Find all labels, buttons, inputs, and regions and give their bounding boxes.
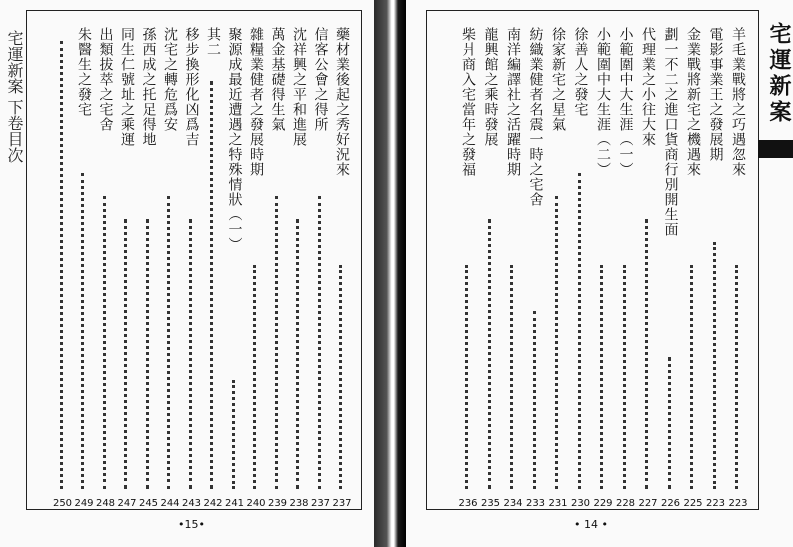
toc-entry-title: 羊毛業戰將之巧遇忽來 (730, 27, 746, 177)
toc-entry-page-number: 242 (203, 498, 223, 509)
toc-entry (660, 21, 682, 509)
left-page-number: •15• (178, 518, 205, 531)
toc-entry-page-number: 230 (570, 498, 591, 509)
toc-leader-dots (210, 81, 217, 489)
toc-entry (310, 21, 332, 509)
toc-entry (727, 21, 749, 509)
toc-entry-page-number: 228 (615, 498, 636, 509)
toc-leader-dots (600, 265, 607, 489)
toc-leader-dots (81, 173, 88, 489)
toc-entry-title: 移步換形化凶爲吉 (183, 27, 200, 147)
toc-entry (245, 21, 267, 509)
toc-leader-dots (339, 265, 346, 489)
toc-entry-title: 信客公會之得所 (312, 27, 329, 132)
toc-leader-dots (103, 196, 110, 489)
toc-entry-title: 電影事業王之發展期 (707, 27, 724, 162)
toc-entry-page-number: 247 (117, 498, 137, 509)
toc-entry-page-number: 241 (224, 498, 245, 509)
toc-entry (181, 21, 203, 509)
toc-leader-dots (735, 265, 742, 489)
toc-entry-title: 同生仁號址之乘運 (119, 27, 135, 147)
toc-entry (592, 21, 614, 509)
toc-entry-page-number: 244 (160, 498, 180, 509)
toc-leader-dots (690, 265, 697, 489)
toc-entry (457, 21, 479, 509)
toc-entry (331, 21, 353, 509)
toc-entry (682, 21, 704, 509)
toc-entry (95, 21, 117, 509)
toc-leader-dots (232, 380, 239, 489)
toc-entry-title: 劃一不二之進口貨商行別開生面 (662, 27, 679, 237)
toc-leader-dots (533, 311, 540, 489)
toc-entry (267, 21, 289, 509)
toc-entry-title: 雜糧業健者之發展時期 (248, 27, 264, 177)
left-page (0, 0, 374, 547)
toc-entry-title: 代理業之小往大來 (640, 27, 656, 147)
toc-entry-title: 沈宅之轉危爲安 (162, 27, 178, 132)
toc-entry-title: 龍興館之乘時發展 (482, 27, 499, 147)
toc-leader-dots (623, 265, 630, 489)
toc-entry-page-number: 238 (289, 498, 309, 509)
toc-entry-page-number: 239 (267, 498, 288, 509)
right-header-title: 宅運新案 (766, 22, 792, 126)
toc-entry-page-number: 223 (705, 498, 726, 509)
toc-leader-dots (555, 196, 562, 489)
toc-leader-dots (713, 242, 720, 489)
right-page (406, 0, 793, 547)
toc-leader-dots (645, 219, 652, 489)
toc-leader-dots (296, 219, 303, 489)
toc-entry-title: 小範圍中大生涯（二） (595, 27, 611, 177)
toc-entry (288, 21, 310, 509)
toc-entry-page-number: 225 (683, 498, 703, 509)
toc-entry-title: 沈祥興之平和進展 (291, 27, 307, 147)
toc-entry (615, 21, 637, 509)
toc-entry-title: 萬金基礎得生氣 (269, 27, 286, 132)
toc-entry (547, 21, 569, 509)
toc-entry-page-number: 234 (503, 498, 523, 509)
toc-entry-title: 朱醫生之發宅 (76, 27, 92, 117)
toc-entry-title: 徐家新宅之星氣 (550, 27, 566, 132)
book-spine (374, 0, 406, 547)
toc-leader-dots (146, 219, 153, 489)
left-edge-running-head (0, 10, 24, 510)
toc-leader-dots (253, 265, 260, 489)
toc-entry-title: 徐善人之發宅 (572, 27, 589, 117)
toc-entry (570, 21, 592, 509)
toc-entry-page-number: 240 (246, 498, 266, 509)
toc-entry-title: 南洋編譯社之活躍時期 (505, 27, 521, 177)
left-contents-frame (26, 10, 362, 510)
toc-entry (480, 21, 502, 509)
toc-entry-page-number: 233 (525, 498, 546, 509)
toc-entry-page-number: 226 (660, 498, 681, 509)
toc-entry-title: 小範圍中大生涯（一） (617, 27, 634, 177)
toc-entry (224, 21, 246, 509)
toc-entry (73, 21, 95, 509)
toc-leader-dots (275, 196, 282, 489)
toc-leader-dots (318, 196, 325, 489)
toc-leader-dots (124, 219, 131, 489)
right-page-number: • 14 • (574, 518, 608, 531)
toc-entry-page-number: 229 (593, 498, 613, 509)
toc-entry (138, 21, 160, 509)
toc-entry-title: 柴爿商入宅當年之發福 (460, 27, 476, 177)
toc-entry (52, 21, 74, 509)
toc-entry-title: 出類拔萃之宅舍 (97, 27, 114, 132)
toc-entry-title: 紡織業健者名震一時之宅舍 (527, 27, 544, 207)
toc-leader-dots (60, 41, 67, 489)
toc-entry-page-number: 227 (638, 498, 658, 509)
toc-entry-title: 孫西成之托足得地 (140, 27, 157, 147)
toc-entry-title: 其二 (205, 27, 221, 57)
toc-entry-page-number: 235 (480, 498, 501, 509)
left-edge-text: 宅運新案 下卷目次 (5, 30, 24, 164)
toc-entry-page-number: 237 (332, 498, 352, 509)
right-contents-frame (426, 10, 759, 510)
toc-entry-page-number: 223 (728, 498, 748, 509)
toc-entry-page-number: 236 (458, 498, 478, 509)
toc-entry-page-number: 231 (548, 498, 568, 509)
toc-leader-dots (189, 219, 196, 489)
toc-leader-dots (578, 173, 585, 489)
toc-entry-page-number: 248 (95, 498, 116, 509)
toc-entry-title: 藥材業後起之秀好況來 (334, 27, 350, 177)
toc-entry (705, 21, 727, 509)
toc-entry-page-number: 250 (52, 498, 73, 509)
toc-entry (637, 21, 659, 509)
toc-leader-dots (668, 357, 675, 489)
toc-entry (502, 21, 524, 509)
toc-entry (525, 21, 547, 509)
toc-entry-page-number: 249 (74, 498, 94, 509)
toc-entry-page-number: 243 (181, 498, 202, 509)
toc-entry (202, 21, 224, 509)
toc-entry-title: 聚源成最近遭遇之特殊情狀（一） (226, 27, 243, 252)
toc-leader-dots (465, 265, 472, 489)
toc-entry-page-number: 237 (310, 498, 331, 509)
toc-leader-dots (510, 265, 517, 489)
toc-entry-page-number: 245 (138, 498, 159, 509)
right-header-tab (758, 140, 793, 158)
toc-entry-title: 金業戰將新宅之機遇來 (685, 27, 701, 177)
toc-entry (159, 21, 181, 509)
toc-leader-dots (167, 196, 174, 489)
toc-leader-dots (488, 219, 495, 489)
toc-entry (116, 21, 138, 509)
